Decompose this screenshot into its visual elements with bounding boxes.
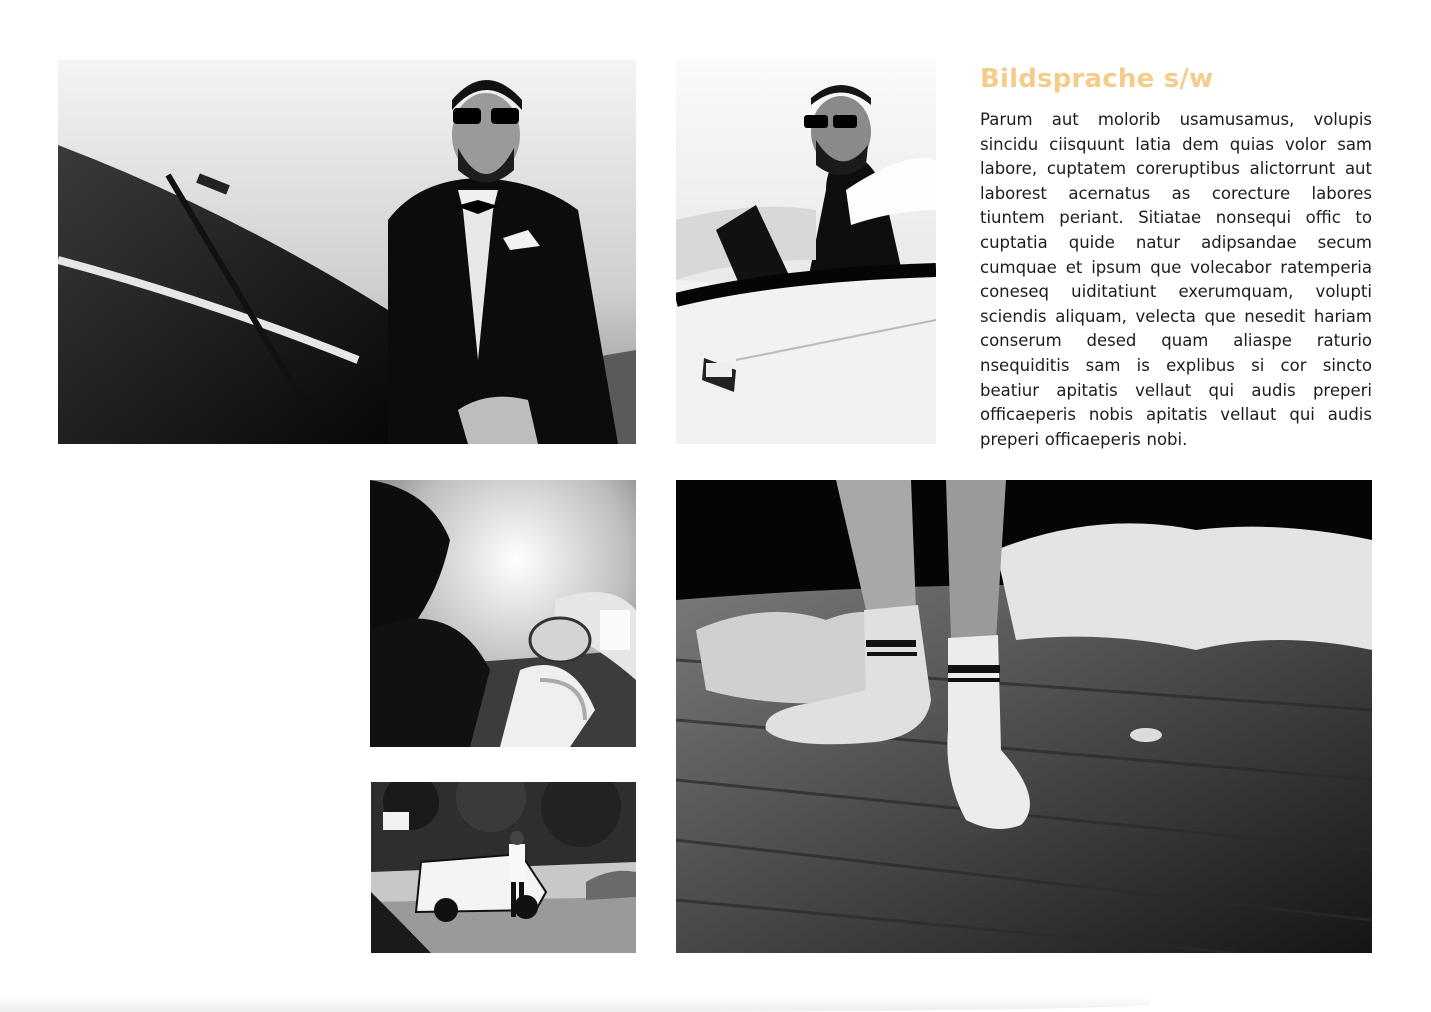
page-shadow [0, 996, 1150, 1012]
photo-champagne [370, 480, 636, 747]
photo-tuxedo-man [58, 60, 636, 444]
photo-street-jeep [371, 782, 636, 953]
body-paragraph: Parum aut molorib usamusamus, volupis sincidu ciisquunt latia dem quias volor sam labore, cuptatem coreruptibus alictorrunt aut laborest acernatus as corecture labores tiuntem periant. Sitiatae nonsequi offic to cuptatia quide natur adipsandae secum cumquae et ipsum que volecabor ratemperia coneseq uiditatiunt exerumquam, volupti sciendis aliquam, velecta que nesedit hariam conserum desed quam aliaspe raturio nsequiditis sam is explibus si cor sincto beatiur apitatis vellaut qui audis preperi officaeperis nobis apitatis vellaut qui audis preperi officaeperis nobi. [980, 110, 1372, 449]
photo-car-door [676, 60, 936, 444]
section-heading: Bildsprache s/w [980, 64, 1214, 94]
photo-socks-floor [676, 480, 1372, 953]
text-block [980, 62, 1372, 452]
